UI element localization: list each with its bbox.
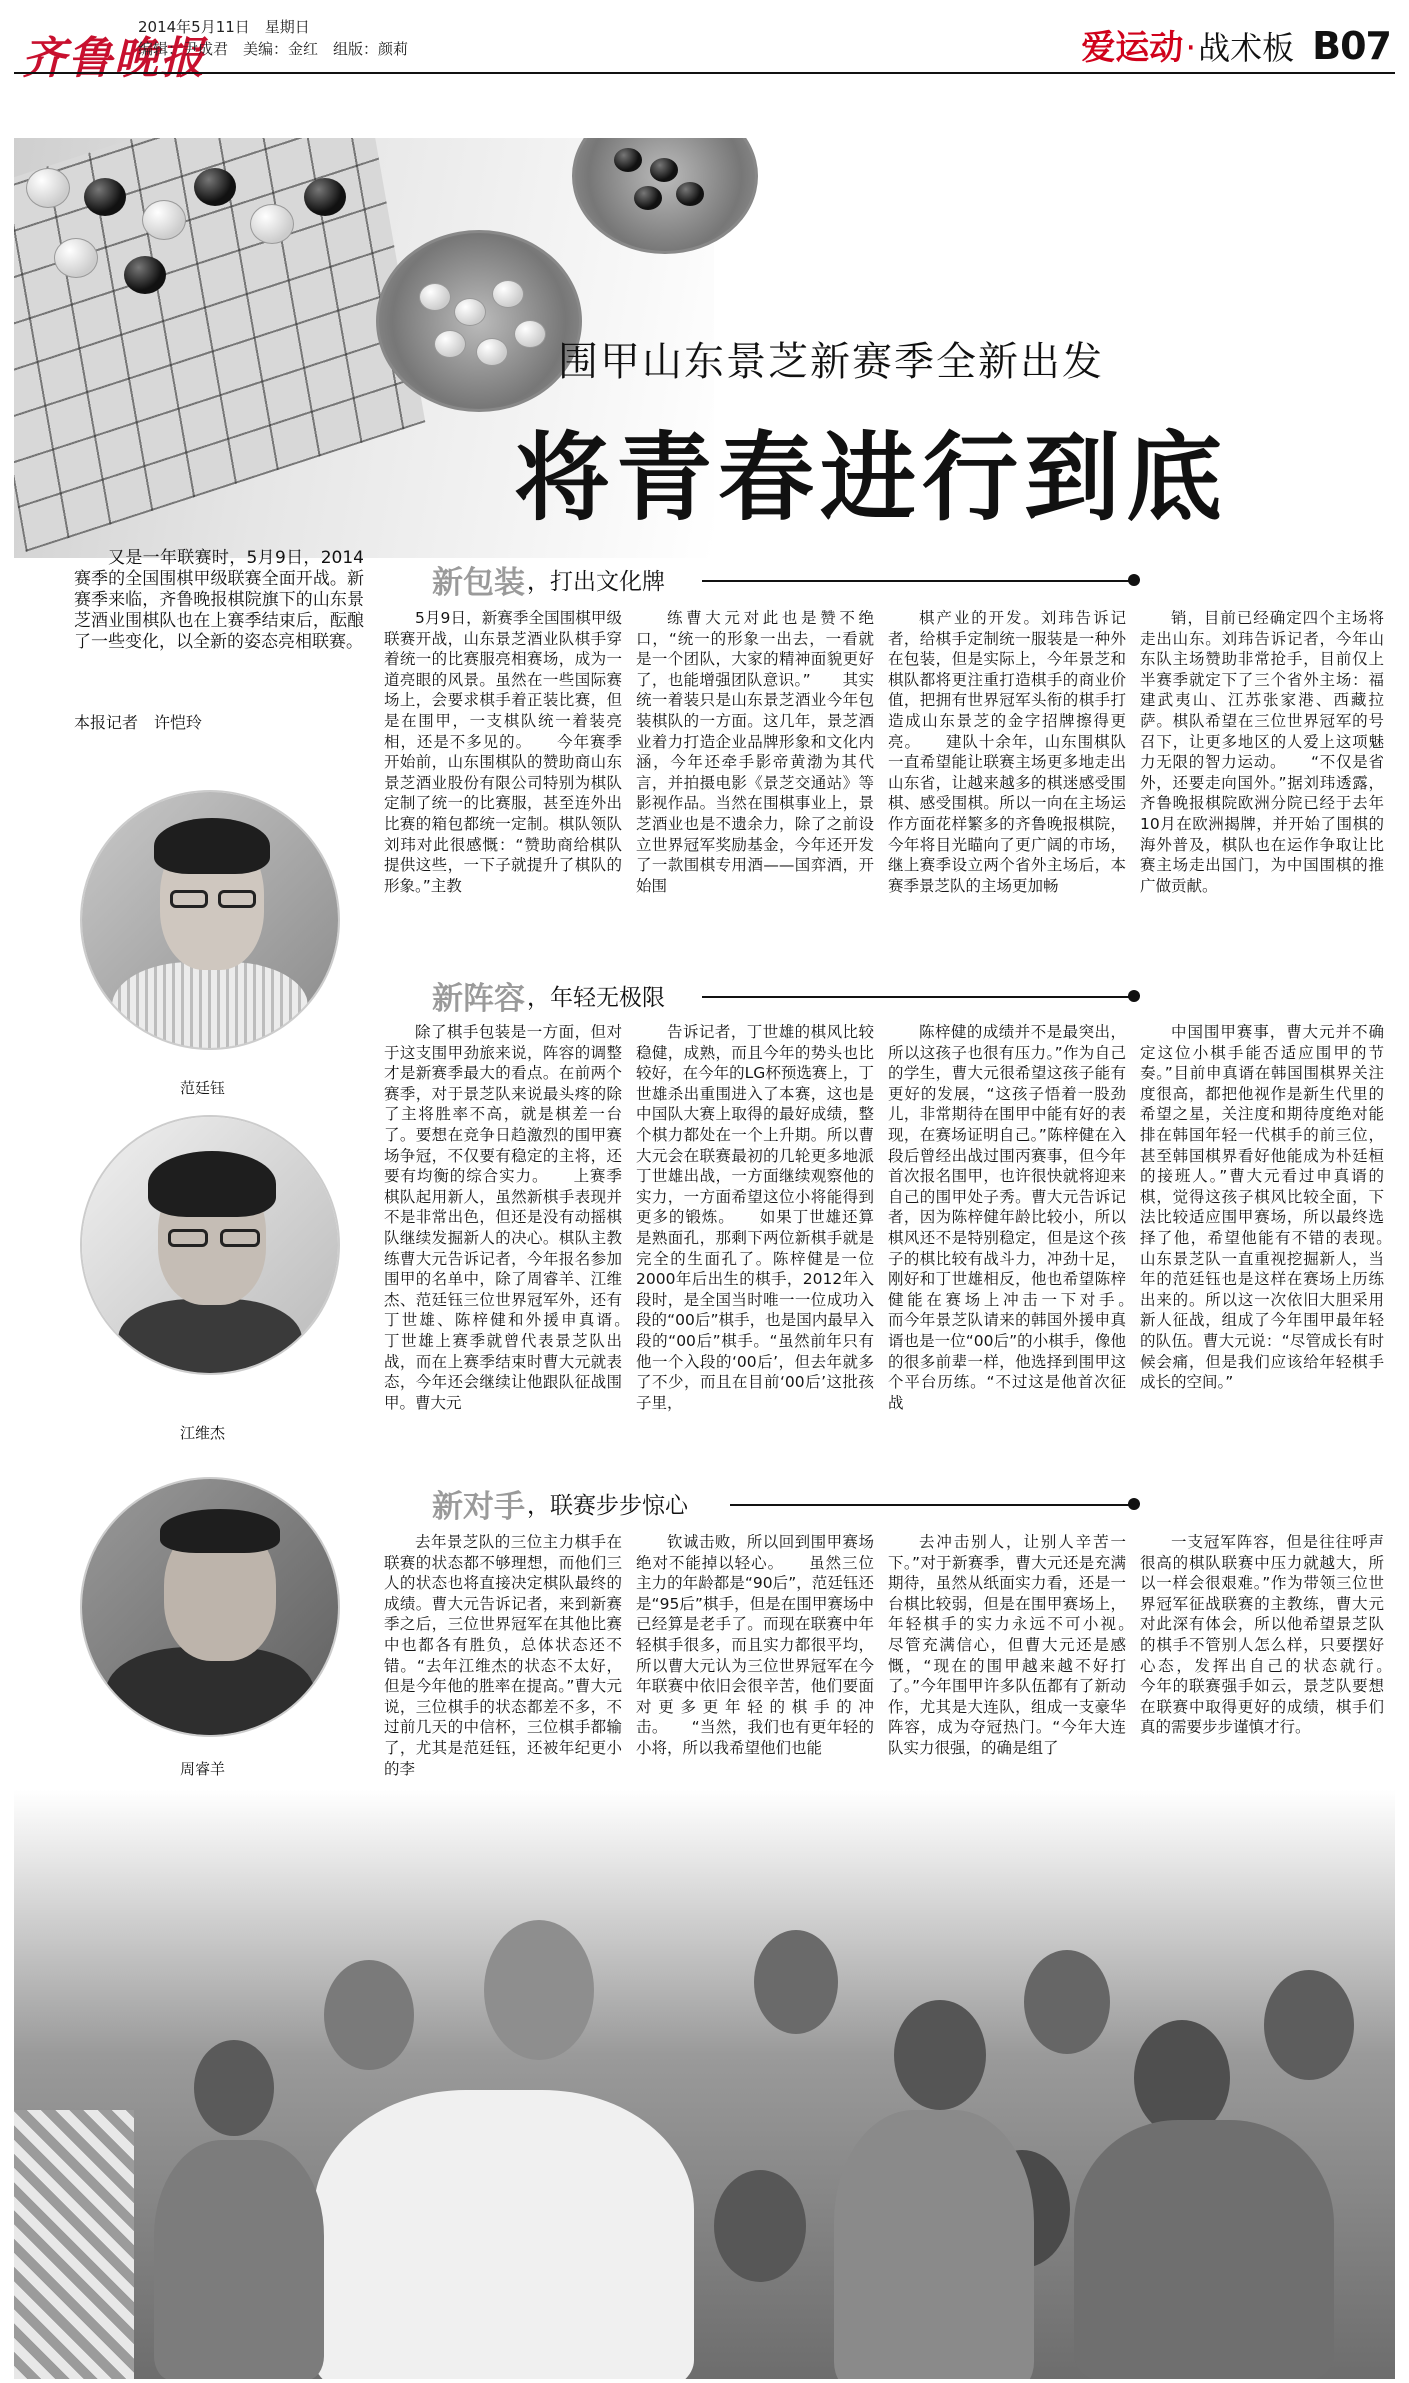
white-stone-icon [54,238,98,278]
section3-col1: 去年景芝队的三位主力棋手在联赛的状态都不够理想，而他们三人的状态也将直接决定棋队最终的成绩。曹大元告诉记者，来到新赛季之后，三位世界冠军在其他比赛中也都各有胜负，总体状态还不错。“去年江维杰的状态不太好，但是今年他的胜率在提高。”曹大元说，三位棋手的状态都差不多，不过前几天的中信杯，三位棋手都输了，尤其是范廷钰，还被年纪更小的李 [384,1533,622,1778]
section-rule [702,996,1134,998]
section3-col2: 钦诚击败，所以回到围甲赛场绝对不能掉以轻心。 虽然三位主力的年龄都是“90后”，范廷钰还是“95后”棋手，但是在围甲赛场中已经算是老手了。而现在联赛中年轻棋手很多，而且实力都很平均，所以曹大元认为三位世界冠军在今年联赛中依旧会很辛苦，他们要面对更多更年轻的棋手的冲击。 “当然，我们也有更年轻的小将，所以我希望他们也能 [636,1533,874,1757]
black-stone-icon [614,148,642,172]
white-stone-icon [514,320,546,348]
person-head [1264,1970,1354,2080]
section2-col4: 中国围甲赛事，曹大元并不确定这位小棋手能否适应围甲的节奏。”目前申真谞在韩国围棋界关注度很高，都把他视作是新生代里的希望之星，关注度和期待度绝对能排在韩国年轻一代棋手的前三位，甚至韩国棋界看好他能成为朴廷桓的接班人。”曹大元看过申真谞的棋，觉得这孩子棋风比较全面，下法比较适应围甲赛场，所以最终选择了他，希望他能有不错的表现。 山东景芝队一直重视挖掘新人，当年的范廷钰也是这样在赛场上历练出来的。所以这一次依旧大胆采用新人征战，组成了今年围甲最年轻的队伍。曹大元说：“尽管成长有时候会痛，但是我们应该给年轻棋手成长的空间。” [1140,1023,1384,1392]
black-stone-icon [194,168,236,206]
person-head [1024,1950,1110,2054]
portrait-caption: 范廷钰 [180,1079,226,1097]
go-board-edge-icon [14,2110,134,2379]
black-stone-icon [84,178,126,216]
black-stone-icon [634,186,662,210]
person-head [714,2170,806,2282]
section-name-black: 战术板 [1198,29,1295,67]
person-body [1074,2120,1334,2379]
white-stone-icon [492,280,524,308]
section1-col3: 棋产业的开发。刘玮告诉记者，给棋手定制统一服装是一种外在包装，但是实际上，今年景芝和棋队都将更注重打造棋手的商业价值，把拥有世界冠军头衔的棋手打造成山东景芝的金字招牌擦得更亮。 建队十余年，山东围棋队一直希望能让联赛主场更多地走出山东省，让越来越多的棋迷感受围棋、感受围棋。所以一向在主场运作方面花样繁多的齐鲁晚报棋院，今年将目光瞄向了更广阔的市场，继上赛季设立两个省外主场后，本赛季景芝队的主场更加畅 [888,609,1126,895]
section-head-big: 新包装 [432,564,525,601]
section2-col1: 除了棋手包装是一方面，但对于这支围甲劲旅来说，阵容的调整才是新赛季最大的看点。在前两个赛季，对于景芝队来说最头疼的除了主将胜率不高，就是棋差一台了。要想在竞争日趋激烈的围甲赛场争冠，不仅要有稳定的主将，还要有均衡的综合实力。 上赛季棋队起用新人，虽然新棋手表现并不是非常出色，但还是没有动摇棋队继续发掘新人的决心。棋队主教练曹大元告诉记者，今年报名参加围甲的名单中，除了周睿羊、江维杰、范廷钰三位世界冠军外，还有丁世雄、陈梓健和外援申真谞。 丁世雄上赛季就曾代表景芝队出战，而在上赛季结束时曹大元就表态，今年还会继续让他跟队征战围甲。曹大元 [384,1023,622,1412]
header-rule [14,72,1395,74]
editors-line: 编辑：尹成君 美编：金红 组版：颜莉 [138,40,409,58]
black-stone-icon [304,178,346,216]
section-head-small: ，联赛步步惊心 [527,1492,688,1519]
intro-text: 又是一年联赛时，5月9日，2014赛季的全国围棋甲级联赛全面开战。新赛季来临，齐鲁晚报棋院旗下的山东景芝酒业围棋队也在上赛季结束后，酝酿了一些变化，以全新的姿态亮相联赛。 [74,548,364,652]
section3-col3: 去冲击别人，让别人辛苦一下。”对于新赛季，曹大元还是充满期待，虽然从纸面实力看，还是一台棋比较弱，但是在围甲赛场上，年轻棋手的实力永远不可小视。 尽管充满信心，但曹大元还是感慨，“现在的围甲越来越不好打了。”今年围甲许多队伍都有了新动作，尤其是大连队，组成一支豪华阵容，成为夺冠热门。“今年大连队实力很强，的确是组了 [888,1533,1126,1757]
person-head [484,1920,594,2060]
section1-col1: 5月9日，新赛季全国围棋甲级联赛开战，山东景芝酒业队棋手穿着统一的比赛服亮相赛场，成为一道亮眼的风景。虽然在一些国际赛场上，会要求棋手着正装比赛，但是在围甲，一支棋队统一着装亮相，还是不多见的。 今年赛季开始前，山东围棋队的赞助商山东景芝酒业股份有限公司特别为棋队定制了统一的比赛服，甚至连外出比赛的箱包都统一定制。棋队领队刘玮对此很感慨：“赞助商给棋队提供这些，一下子就提升了棋队的形象。”主教 [384,609,622,895]
section-rule-dot-icon [1128,990,1140,1002]
section-head-lineup [432,976,665,1017]
person-head [194,2040,274,2136]
person-body [314,2090,694,2379]
white-stone-icon [434,330,466,358]
section-name-red: 爱运动 [1081,28,1184,68]
white-stone-icon [454,298,486,326]
page-number: B07 [1312,24,1391,68]
section-rule [702,580,1134,582]
portrait-caption: 周睿羊 [180,1760,226,1778]
section-header [1081,20,1391,69]
person-head [324,1960,414,2070]
section-head-big: 新阵容 [432,980,525,1017]
white-stone-icon [419,283,451,311]
section2-col3: 陈梓健的成绩并不是最突出，所以这孩子也很有压力。”作为自己的学生，曹大元很希望这孩子能有更好的发展，“这孩子悟着一股劲儿，非常期待在围甲中能有好的表现，在赛场证明自己。”陈梓健在入段后曾经出战过围丙赛事，但今年首次报名围甲，也许很快就将迎来自己的围甲处子秀。曹大元告诉记者，因为陈梓健年龄比较小，所以棋风还不是特别稳定，但是这个孩子的棋比较有战斗力，冲劲十足，刚好和丁世雄相反，他也希望陈梓健能在赛场上冲击一下对手。 而今年景芝队请来的韩国外援申真谞也是一位“00后”的小棋手，像他的很多前辈一样，他选择到围甲这个平台历练。“不过这是他首次征战 [888,1023,1126,1412]
date-line: 2014年5月11日 星期日 [138,18,310,36]
section-rule [730,1504,1134,1506]
section1-col2: 练曹大元对此也是赞不绝口，“统一的形象一出去，一看就是一个团队，大家的精神面貌更好了，也能增强团队意识。” 其实统一着装只是山东景芝酒业今年包装棋队的一方面。这几年，景芝酒业着力打造企业品牌形象和文化内涵，今年还牵手影帝黄渤为其代言，并拍摄电影《景芝交通站》等影视作品。当然在围棋事业上，景芝酒业也是不遗余力，除了之前设立世界冠军奖励基金，今年还开发了一款围棋专用酒——国弈酒，开始围 [636,609,874,895]
person-head [894,2000,986,2110]
section3-col4: 一支冠军阵容，但是往往呼声很高的棋队联赛中压力就越大，所以一样会很艰难。”作为带领三位世界冠军征战联赛的主教练，曹大元对此深有体会，所以他希望景芝队的棋手不管别人怎么样，只要摆好心态，发挥出自己的状态就行。 今年的联赛强手如云，景芝队要想在联赛中取得更好的成绩，棋手们真的需要步步谨慎才行。 [1140,1533,1384,1737]
portrait-jiang-weijie [80,1115,340,1375]
white-stone-icon [142,200,186,240]
section-head-small: ，打出文化牌 [527,568,665,595]
section-head-big: 新对手 [432,1488,525,1525]
crowd-photo [14,1790,1395,2379]
person-body [154,2140,324,2379]
white-stone-icon [476,338,508,366]
white-stone-icon [26,168,70,208]
black-stone-icon [650,158,678,182]
section-head-rivals [432,1484,688,1525]
black-stone-icon [124,256,166,294]
intro-lead [74,548,364,653]
newspaper-logo: 齐鲁晚报 [22,33,206,84]
headline-subtitle: 围甲山东景芝新赛季全新出发 [558,339,1104,385]
black-stone-icon [676,182,704,206]
portrait-zhou-ruiyang [80,1477,340,1737]
person-body [834,2110,1034,2379]
stone-bowl-icon [572,138,758,254]
section-rule-dot-icon [1128,574,1140,586]
portrait-fan-tingyu [80,790,340,1050]
white-stone-icon [250,204,294,244]
section1-col4: 销，目前已经确定四个主场将走出山东。刘玮告诉记者，今年山东队主场赞助非常抢手，目前仅上半赛季就定下了三个省外主场：福建武夷山、江苏张家港、西藏拉萨。棋队希望在三位世界冠军的号召下，让更多地区的人爱上这项魅力无限的智力运动。 “不仅是省外，还要走向国外。”据刘玮透露，齐鲁晚报棋院欧洲分院已经于去年10月在欧洲揭牌，并开始了围棋的海外普及，棋队也在运作争取让比赛主场走出国门，为中国围棋的推广做贡献。 [1140,609,1384,895]
section-head-packaging [432,560,665,601]
section-dot: · [1185,28,1197,68]
section-head-small: ，年轻无极限 [527,984,665,1011]
section2-col2: 告诉记者，丁世雄的棋风比较稳健，成熟，而且今年的势头也比较好，在今年的LG杯预选赛上，丁世雄杀出重围进入了本赛，这也是中国队大赛上取得的最好成绩，整个棋力都处在一个上升期。所以曹大元会在联赛最初的几轮更多地派丁世雄出战，一方面继续观察他的实力，一方面希望这位小将能得到更多的锻炼。 如果丁世雄还算是熟面孔，那剩下两位新棋手就是完全的生面孔了。陈梓健是一位2000年后出生的棋手，2012年入段时，是全国当时唯一一位成功入段的“00后”棋手，也是国内最早入段的“00后”棋手。“虽然前年只有他一个入段的‘00后’，但去年就多了不少，而且在目前‘00后’这批孩子里， [636,1023,874,1412]
byline: 本报记者 许恺玲 [74,713,203,732]
person-head [1134,2020,1230,2136]
person-head [754,1930,838,2034]
section-rule-dot-icon [1128,1498,1140,1510]
headline-title: 将青春进行到底 [514,422,1228,534]
portrait-caption: 江维杰 [180,1424,226,1442]
